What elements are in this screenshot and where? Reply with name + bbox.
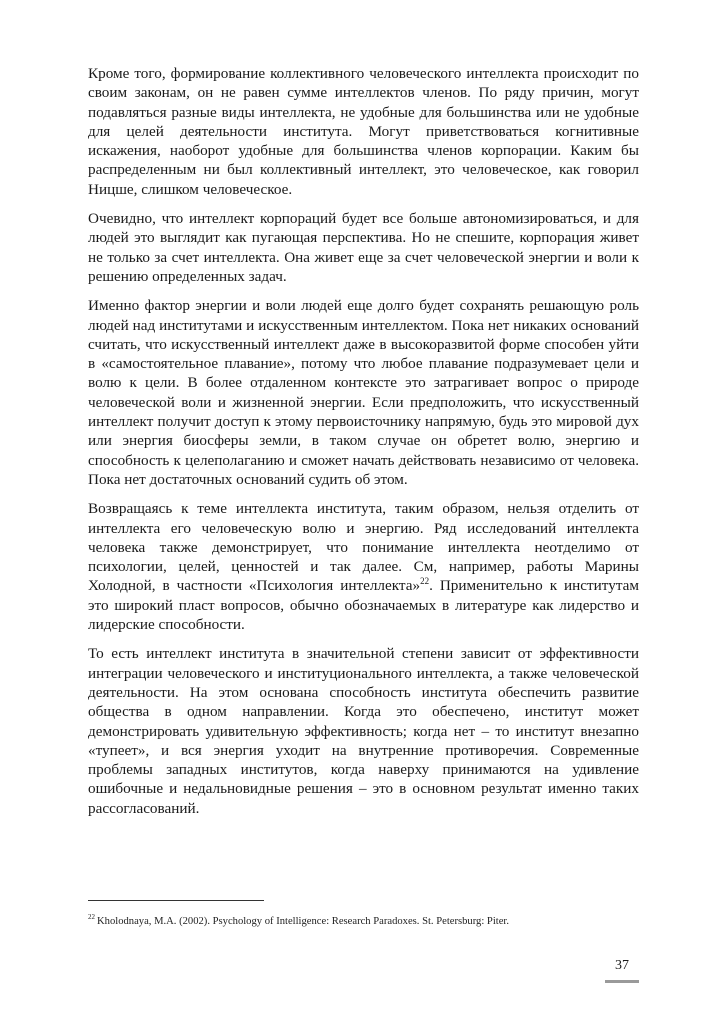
page-number: 37: [615, 958, 629, 973]
footnote-text: Kholodnaya, M.A. (2002). Psychology of Intelligence: Research Paradoxes. St. Petersburg: Piter.: [97, 916, 510, 927]
paragraph-corporate-autonomy: Очевидно, что интеллект корпораций будет все больше автономизироваться, и для людей это выглядит как пугающая перспектива. Но не спешите, корпорация живет не только за счет интеллекта. Она живет еще за счет человеческой энергии и воли к решению определенных задач.: [88, 210, 639, 285]
footnote-divider: [88, 900, 264, 901]
page-body: [88, 64, 639, 828]
paragraph-text-after-ref: . Применительно к институтам это широкий пласт вопросов, обычно обозначаемых в литературе как лидерство и лидерские способности.: [88, 577, 639, 634]
footnote-number: 22: [88, 913, 95, 922]
paragraph-integration: То есть интеллект института в значительной степени зависит от эффективности интеграции человеческого и институционального интеллекта, а также человеческой деятельности. На этом основана способность института обеспечить развитие общества в одном направлении. Когда это обеспечено, институт может демонстрировать удивительную эффективность; когда нет – то институт внезапно «тупеет», и вся энергия уходит на внутренние противоречия. Современные проблемы западных институтов, когда наверху принимаются на удивление ошибочные и недальновидные решения – это в основном результат именно таких рассогласований.: [88, 645, 639, 817]
paragraph-collective-intellect: Кроме того, формирование коллективного человеческого интеллекта происходит по своим законам, он не равен сумме интеллектов членов. По ряду причин, могут подавляться разные виды интеллекта, не удобные для большинства или не удобные для целей деятельности института. Могут приветствоваться когнитивные искажения, наоборот удобные для большинства членов корпорации. Каким бы распределенным ни был коллективный интеллект, это человеческое, как говорил Ницше, слишком человеческое.: [88, 65, 639, 198]
paragraph-text-before-ref: Возвращаясь к теме интеллекта института, таким образом, нельзя отделить от интеллекта его человеческую волю и энергию. Ряд исследований интеллекта человека также демонстрирует, что понимание интеллекта неотделимо от психологии, целей, ценностей и так далее. См, например, работы Марины Холодной, в частности «Психология интеллекта»: [88, 500, 639, 595]
page-number-bar: [605, 980, 639, 983]
footnote: [88, 915, 648, 928]
footnote-reference[interactable]: 22: [420, 576, 430, 587]
paragraph-institution-intellect: [88, 499, 639, 634]
paragraph-energy-and-will: Именно фактор энергии и воли людей еще долго будет сохранять решающую роль людей над институтами и искусственным интеллектом. Пока нет никаких оснований считать, что искусственный интеллект даже в высокоразвитой форме способен уйти в «самостоятельное плавание», потому что любое плавание подразумевает цели и волю к цели. В более отдаленном контексте это затрагивает вопрос о природе человеческой воли и жизненной энергии. Если предположить, что искусственный интеллект получит доступ к этому первоисточнику напрямую, будь это мировой дух или энергия биосферы земли, в таком случае он обретет волю, энергию и способность к целеполаганию и сможет начать действовать независимо от человека. Пока нет достаточных оснований судить об этом.: [88, 297, 639, 488]
